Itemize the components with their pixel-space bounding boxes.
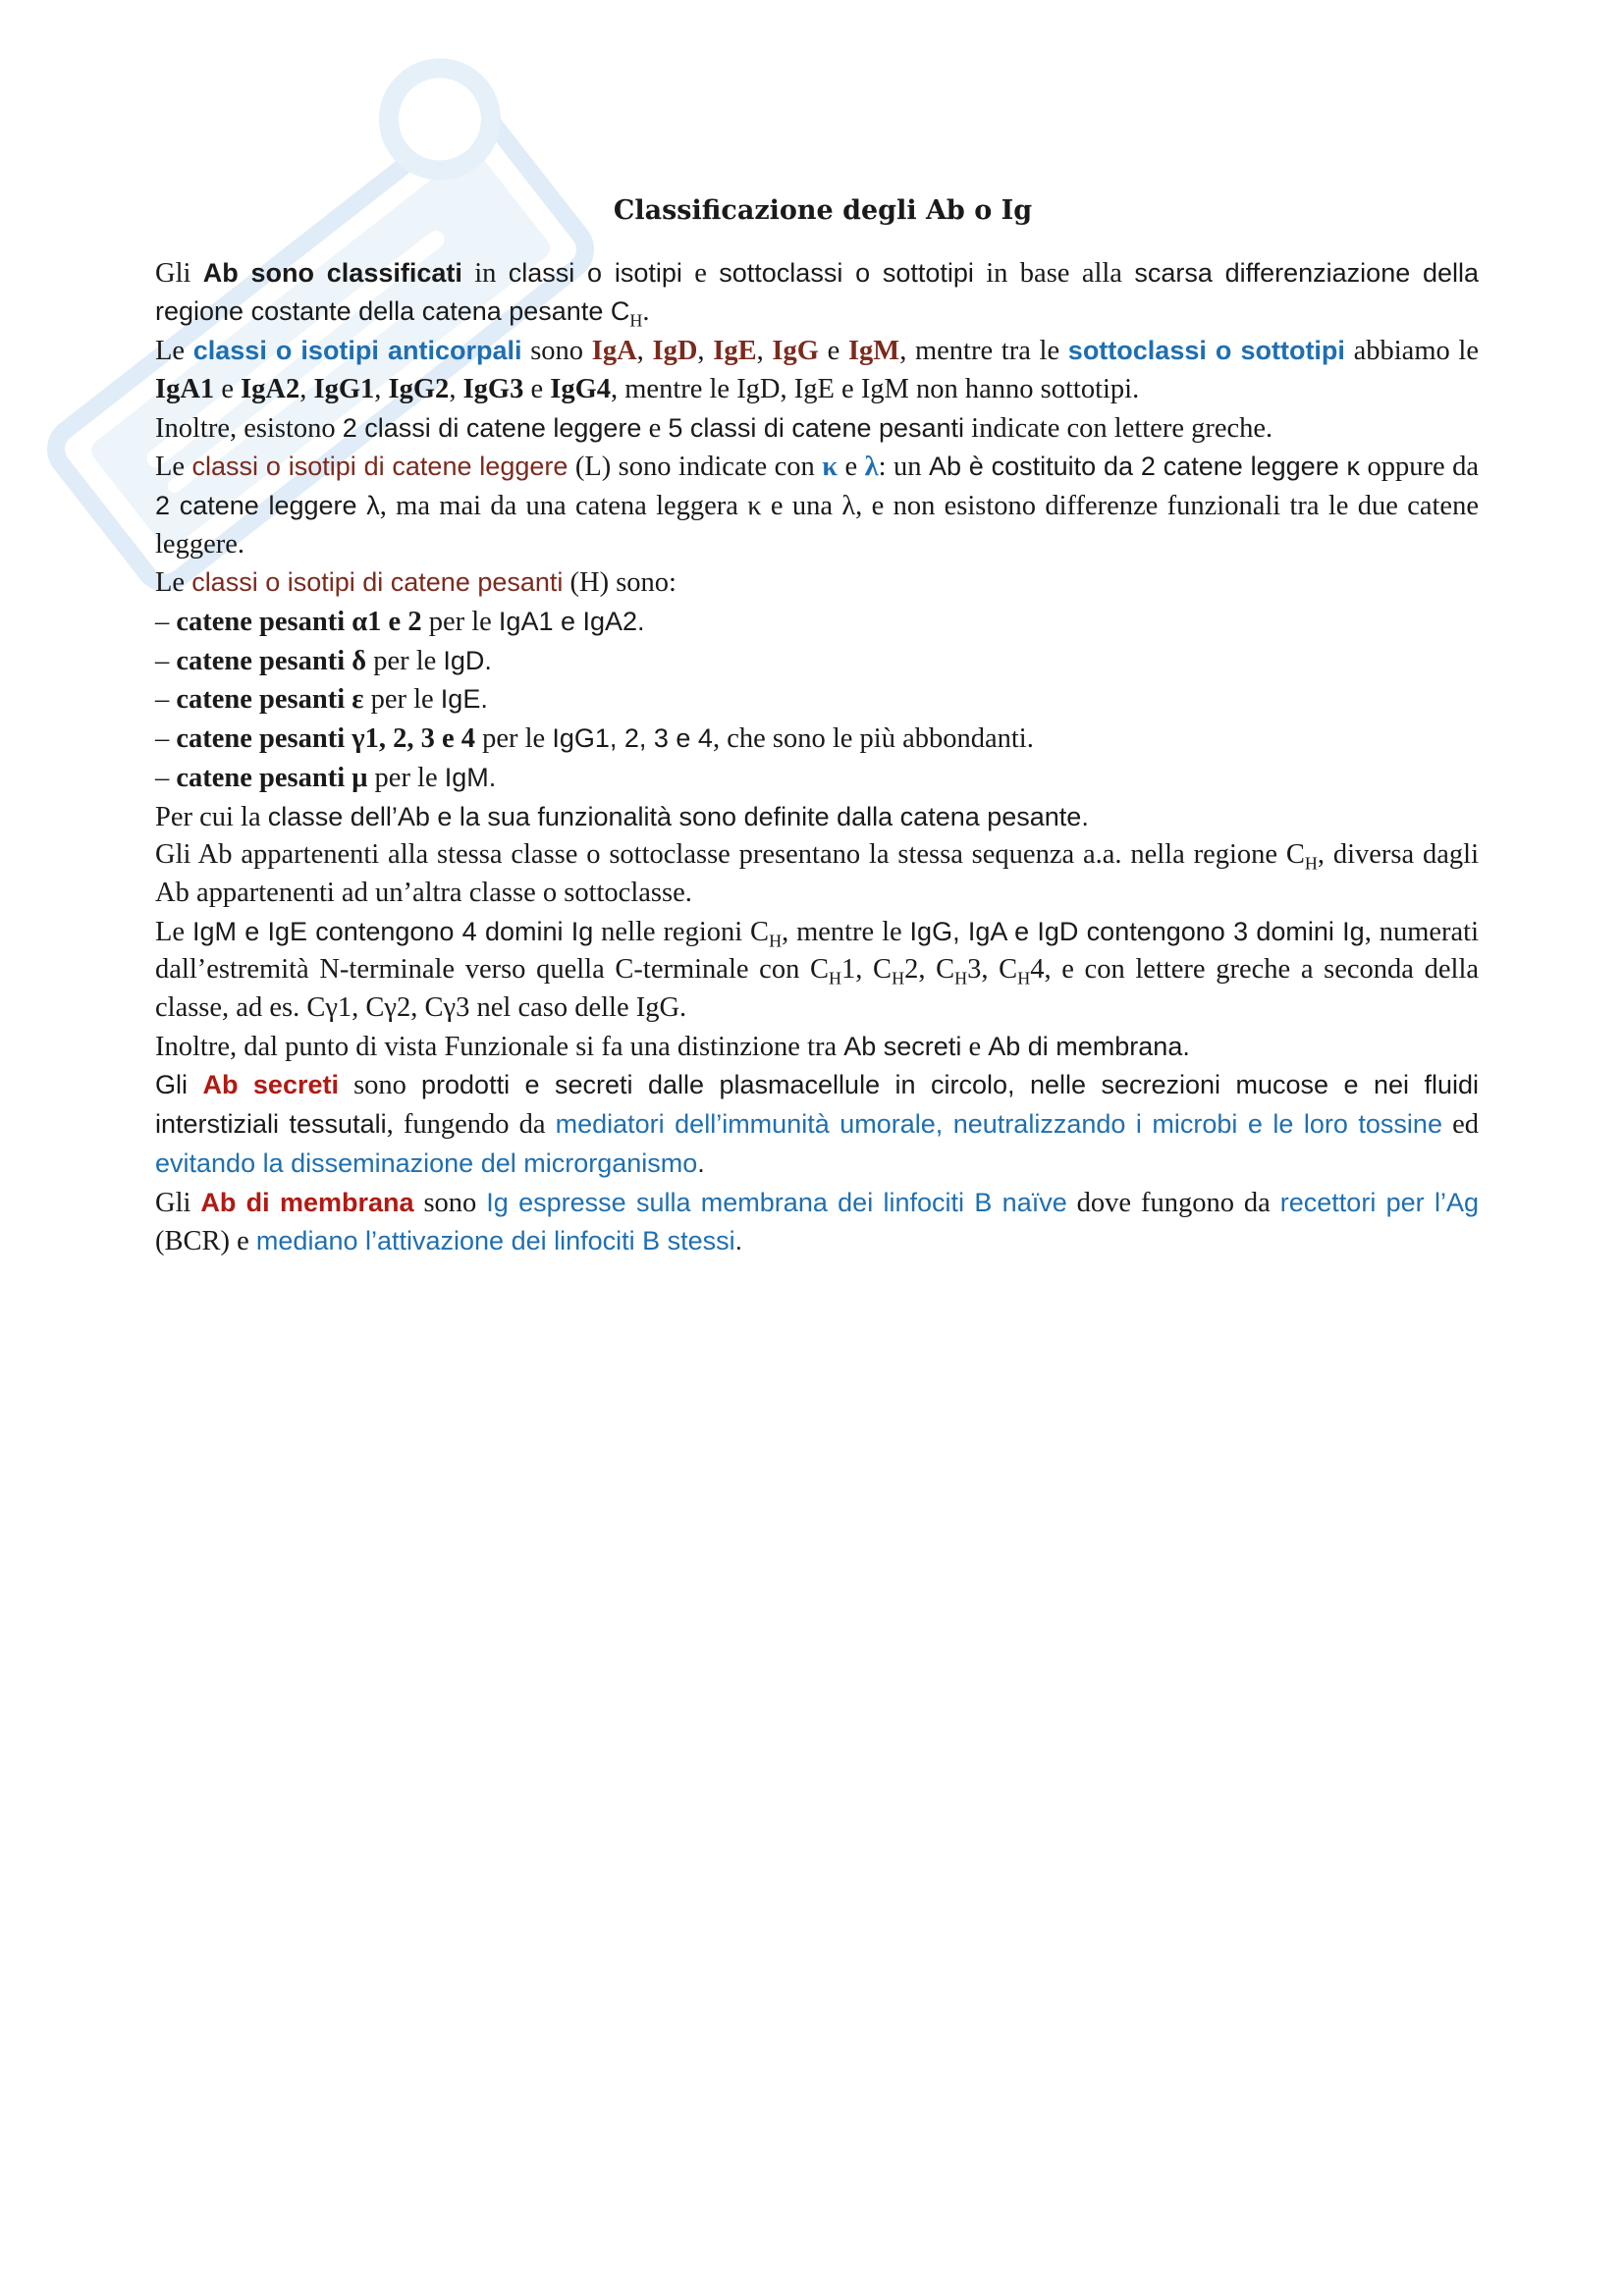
document-title: Classificazione degli Ab o Ig (613, 195, 1033, 226)
list-item: – catene pesanti α1 e 2 per le IgA1 e IgA2. (155, 607, 645, 638)
document-page (155, 192, 1479, 1261)
paragraph-classification: Gli Ab sono classificati in classi o isotipi e sottoclassi o sottotipi in base alla scarsa differenziazione della regione costante della catena pesante $C_H$. (155, 257, 1480, 332)
paragraph-functional-distinction: Inoltre, dal punto di vista Funzionale si fa una distinzione tra Ab secreti e Ab di membrana. (155, 1031, 1190, 1062)
term-ab-classified: Ab sono classificati (202, 257, 462, 288)
paragraph-heavy-chains-intro: Le classi o isotipi di catene pesanti (H) sono: (155, 567, 677, 599)
paragraph-class-function: Per cui la classe dell’Ab e la sua funzionalità sono definite dalla catena pesante. (155, 801, 1089, 832)
paragraph-light-chains: Le classi o isotipi di catene leggere (L) sono indicate con κ e λ: un Ab è costituito da 2 catene leggere κ oppure da 2 catene leggere λ, ma mai da una catena leggera κ e una λ, e non esistono differenze funzionali tra le due catene leggere. (155, 452, 1479, 560)
list-item: – catene pesanti μ per le IgM. (155, 762, 497, 793)
paragraph-membrane-ab: Gli Ab di membrana sono Ig espresse sulla membrana dei linfociti B naïve dove fungono da recettori per l’Ag (BCR) e mediano l’attivazione dei linfociti B stessi. (155, 1187, 1479, 1257)
paragraph-isotypes: Le classi o isotipi anticorpali sono IgA, IgD, IgE, IgG e IgM, mentre tra le sottoclassi o sottotipi abbiamo le IgA1 e IgA2, IgG1, IgG2, IgG3 e IgG4, mentre le IgD, IgE e IgM non hanno sottotipi. (155, 336, 1480, 404)
list-item: – catene pesanti δ per le IgD. (155, 645, 492, 676)
list-item: – catene pesanti γ1, 2, 3 e 4 per le IgG1, 2, 3 e 4, che sono le più abbondanti. (155, 723, 1034, 755)
paragraph-domains: Le IgM e IgE contengono 4 domini Ig nelle regioni $C_H$, mentre le IgG, IgA e IgD contengono 3 domini Ig, numerati dall’estremità N-terminale verso quella C-terminale con $C_H1$, $C_H2$, $C_H3$, $C_H4$, e con lettere greche a seconda della classe, ad es. Cγ1, Cγ2, Cγ3 nel caso delle IgG. (155, 916, 1480, 1024)
paragraph-same-sequence: Gli Ab appartenenti alla stessa classe o sottoclasse presentano la stessa sequenza a.a. nella regione $C_H$, diversa dagli Ab appartenenti ad un’altra classe o sottoclasse. (155, 839, 1479, 908)
paragraph-chain-classes: Inoltre, esistono 2 classi di catene leggere e 5 classi di catene pesanti indicate con lettere greche. (155, 412, 1273, 444)
paragraph-secreted-ab: Gli Ab secreti sono prodotti e secreti dalle plasmacellule in circolo, nelle secrezioni mucose e nei fluidi interstiziali tessutali, fungendo da mediatori dell’immunità umorale, neutralizzando i microbi e le loro tossine ed evitando la disseminazione del microrganismo. (155, 1070, 1480, 1178)
list-item: – catene pesanti ε per le IgE. (155, 684, 488, 716)
